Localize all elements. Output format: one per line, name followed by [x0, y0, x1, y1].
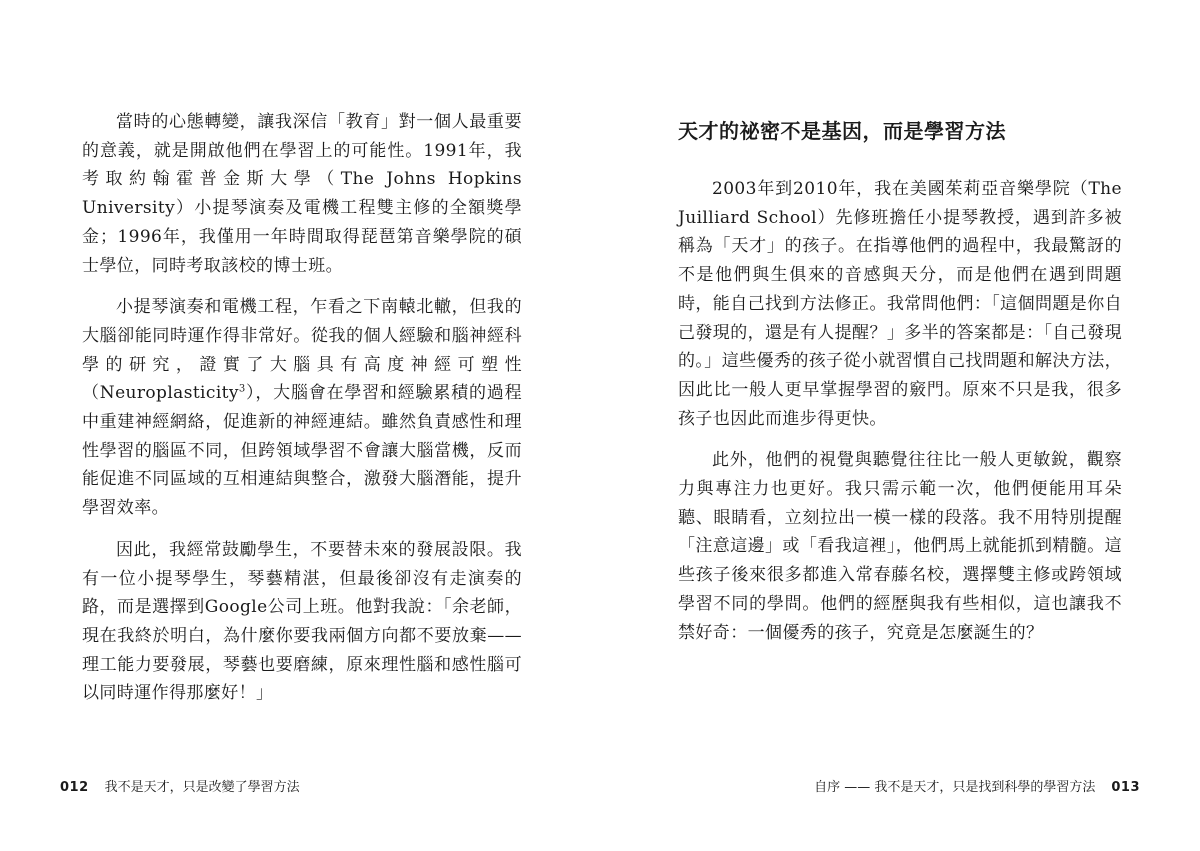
right-paragraph-1: 2003年到2010年，我在美國茱莉亞音樂學院（The Juilliard School）先修班擔任小提琴教授，遇到許多被稱為「天才」的孩子。在指導他們的過程中，我最驚訝的不是他們與生俱來的音感與天分，而是他們在遇到問題時，能自己找到方法修正。我常問他們：「這個問題是你自己發現的，還是有人提醒？」多半的答案都是：「自己發現的。」這些優秀的孩子從小就習慣自己找問題和解決方法，因此比一般人更早掌握學習的竅門。原來不只是我，很多孩子也因此而進步得更快。 — [678, 179, 1122, 429]
running-title-left: 我不是天才，只是改變了學習方法 — [104, 780, 300, 795]
right-page-body — [678, 175, 1122, 647]
page-number-left: 012 — [60, 780, 89, 795]
section-heading: 天才的祕密不是基因，而是學習方法 — [678, 119, 1006, 143]
left-paragraph-2-text-b: ），大腦會在學習和經驗累積的過程中重建神經網絡，促進新的神經連結。雖然負責感性和理性學習的腦區不同，但跨領域學習不會讓大腦當機，反而能促進不同區域的互相連結與整合，激發大腦潛能，提升學習效率。 — [82, 383, 522, 519]
left-paragraph-2-text-a: 小提琴演奏和電機工程，乍看之下南轅北轍，但我的大腦卻能同時運作得非常好。從我的個人經驗和腦神經科學的研究，證實了大腦具有高度神經可塑性（Neuroplasticity — [82, 297, 522, 404]
left-page-body — [82, 108, 522, 708]
page-number-right: 013 — [1111, 780, 1140, 795]
right-paragraph-2: 此外，他們的視覺與聽覺往往比一般人更敏銳，觀察力與專注力也更好。我只需示範一次，他們便能用耳朵聽、眼睛看，立刻拉出一模一樣的段落。我不用特別提醒「注意這邊」或「看我這裡」，他們馬上就能抓到精髓。這些孩子後來很多都進入常春藤名校，選擇雙主修或跨領域學習不同的學問。他們的經歷與我有些相似，這也讓我不禁好奇：一個優秀的孩子，究竟是怎麼誕生的？ — [678, 450, 1122, 643]
left-paragraph-3: 因此，我經常鼓勵學生，不要替未來的發展設限。我有一位小提琴學生，琴藝精湛，但最後卻沒有走演奏的路，而是選擇到Google公司上班。他對我說：「余老師，現在我終於明白，為什麼你要我兩個方向都不要放棄——理工能力要發展，琴藝也要磨練，原來理性腦和感性腦可以同時運作得那麼好！」 — [82, 539, 522, 704]
running-title-right: 自序 —— 我不是天才，只是找到科學的學習方法 — [814, 780, 1096, 795]
left-paragraph-2 — [82, 293, 522, 523]
left-paragraph-1: 當時的心態轉變，讓我深信「教育」對一個人最重要的意義，就是開啟他們在學習上的可能性。1991年，我考取約翰霍普金斯大學（The Johns Hopkins University）小提琴演奏及電機工程雙主修的全額獎學金；1996年，我僅用一年時間取得琵琶第音樂學院的碩士學位，同時考取該校的博士班。 — [82, 112, 522, 276]
right-page-footer — [814, 779, 1140, 797]
footnote-marker: 3 — [238, 383, 246, 395]
left-page-footer — [60, 779, 300, 797]
